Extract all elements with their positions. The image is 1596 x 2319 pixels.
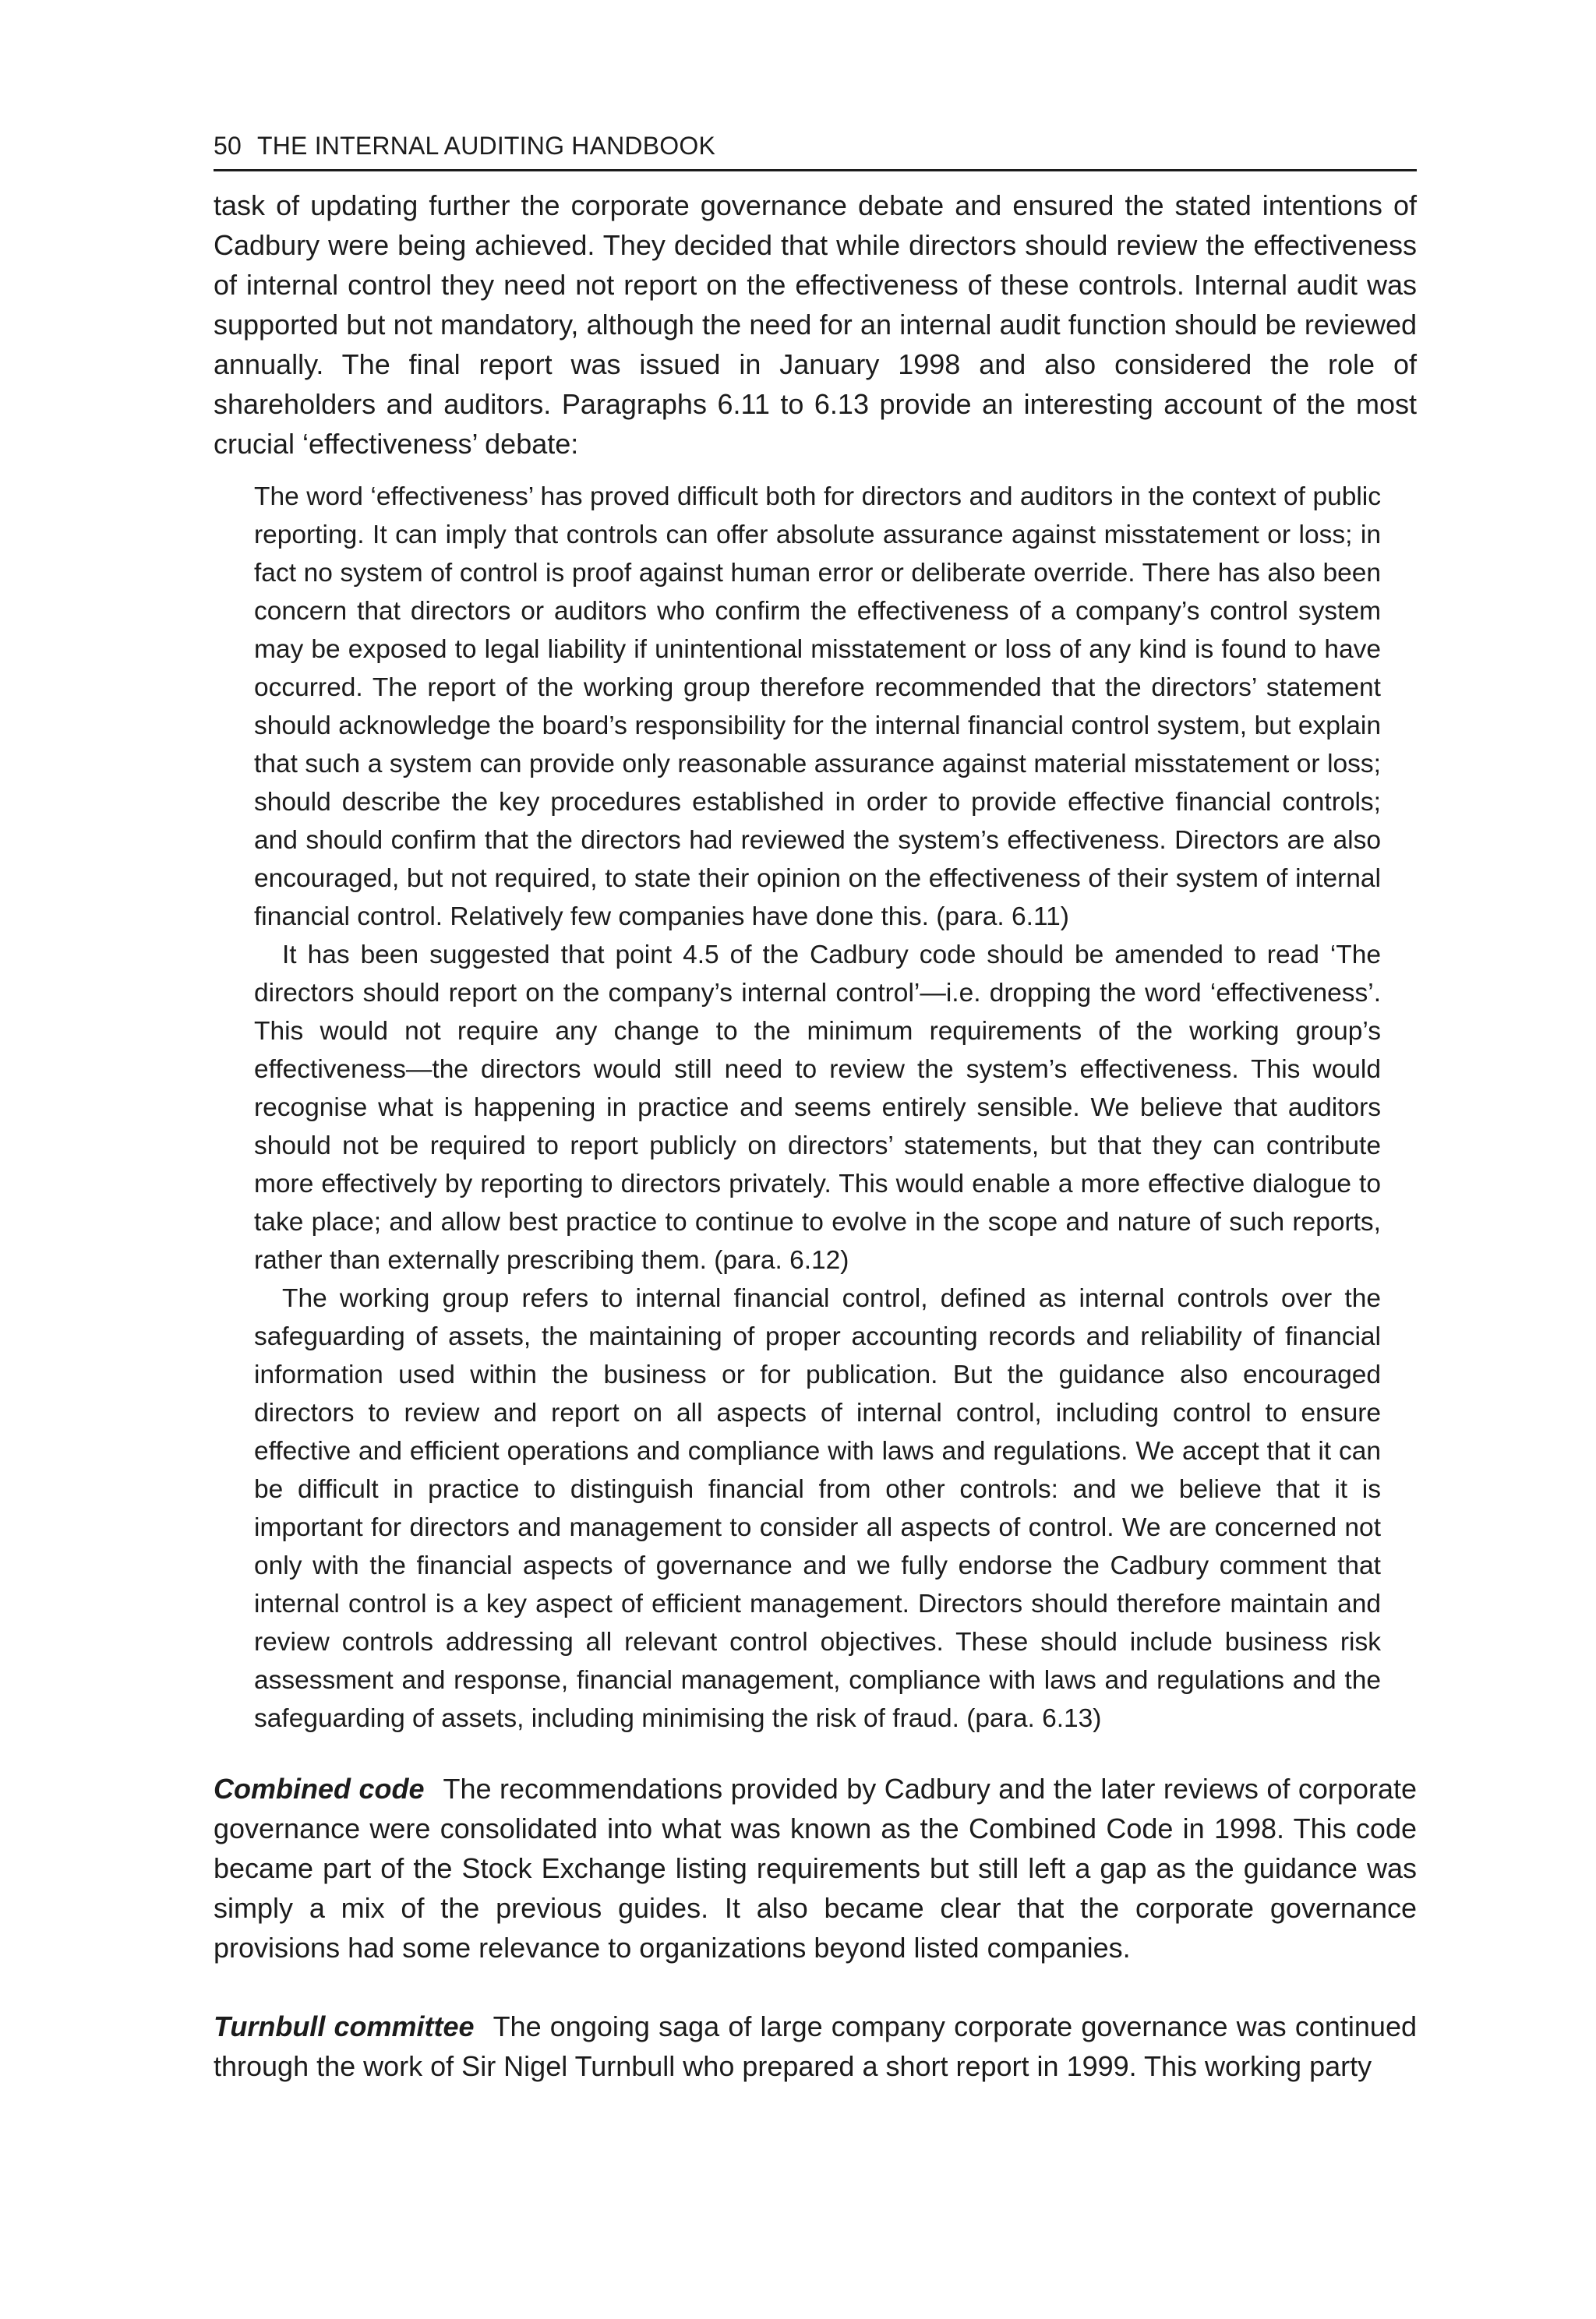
section-text: The recommendations provided by Cadbury and the later reviews of corporate governance were consolidated into what was known as the Combined Code in 1998. This code became part of the Stock Exchange listing requirements but still left a gap as the guidance was simply a mix of the previous guides. It also became clear that the corporate governance provisions had some relevance to organizations beyond listed companies.	[214, 1773, 1417, 1964]
quote-paragraph-6-11: The word ‘effectiveness’ has proved difficult both for directors and auditors in the context of public reporting. It can imply that controls can offer absolute assurance against misstatement or loss; in fact no system of control is proof against human error or deliberate override. There has also been concern that directors or auditors who confirm the effectiveness of a company’s control system may be exposed to legal liability if unintentional misstatement or loss of any kind is found to have occurred. The report of the working group therefore recommended that the directors’ statement should acknowledge the board’s responsibility for the internal financial control system, but explain that such a system can provide only reasonable assurance against material misstatement or loss; should describe the key procedures established in order to provide effective financial controls; and should confirm that the directors had reviewed the system’s effectiveness. Directors are also encouraged, but not required, to state their opinion on the effectiveness of their system of internal financial control. Relatively few companies have done this. (para. 6.11)	[254, 482, 1381, 931]
section-combined-code	[214, 1769, 1417, 1968]
section-paragraph	[214, 2007, 1417, 2086]
body-text	[214, 185, 1417, 2086]
book-title: THE INTERNAL AUDITING HANDBOOK	[257, 132, 715, 160]
running-header	[214, 117, 1417, 171]
quote-paragraph-6-13: The working group refers to internal financial control, defined as internal controls over the safeguarding of assets, the maintaining of proper accounting records and reliability of financial information used within the business or for publication. But the guidance also encouraged directors to review and report on all aspects of internal control, including control to ensure effective and efficient operations and compliance with laws and regulations. We accept that it can be difficult in practice to distinguish financial from other controls: and we believe that it is important for directors and management to consider all aspects of control. We are concerned not only with the financial aspects of governance and we fully endorse the Cadbury comment that internal control is a key aspect of efficient management. Directors should therefore maintain and review controls addressing all relevant control objectives. These should include business risk assessment and response, financial management, compliance with laws and regulations and the safeguarding of assets, including minimising the risk of fraud. (para. 6.13)	[254, 1284, 1381, 1733]
page-number: 50	[214, 132, 242, 160]
page	[214, 117, 1417, 2086]
block-quote	[254, 478, 1381, 1738]
section-text: The ongoing saga of large company corporate governance was continued through the work of Sir Nigel Turnbull who prepared a short report in 1999. This working party	[214, 2010, 1417, 2082]
intro-paragraph: task of updating further the corporate governance debate and ensured the stated intentions of Cadbury were being achieved. They decided that while directors should review the effectiveness of internal control they need not report on the effectiveness of these controls. Internal audit was supported but not mandatory, although the need for an internal audit function should be reviewed annually. The final report was issued in January 1998 and also considered the role of shareholders and auditors. Paragraphs 6.11 to 6.13 provide an interesting account of the most crucial ‘effectiveness’ debate:	[214, 189, 1417, 460]
section-turnbull-committee	[214, 2007, 1417, 2086]
section-heading: Combined code	[214, 1773, 425, 1805]
section-heading: Turnbull committee	[214, 2010, 475, 2042]
section-paragraph	[214, 1769, 1417, 1968]
quote-paragraph-6-12: It has been suggested that point 4.5 of the Cadbury code should be amended to read ‘The directors should report on the company’s internal control’—i.e. dropping the word ‘effectiveness’. This would not require any change to the minimum requirements of the working group’s effectiveness—the directors would still need to review the system’s effectiveness. This would recognise what is happening in practice and seems entirely sensible. We believe that auditors should not be required to report publicly on directors’ statements, but that they can contribute more effectively by reporting to directors privately. This would enable a more effective dialogue to take place; and allow best practice to continue to evolve in the scope and nature of such reports, rather than externally prescribing them. (para. 6.12)	[254, 941, 1381, 1275]
